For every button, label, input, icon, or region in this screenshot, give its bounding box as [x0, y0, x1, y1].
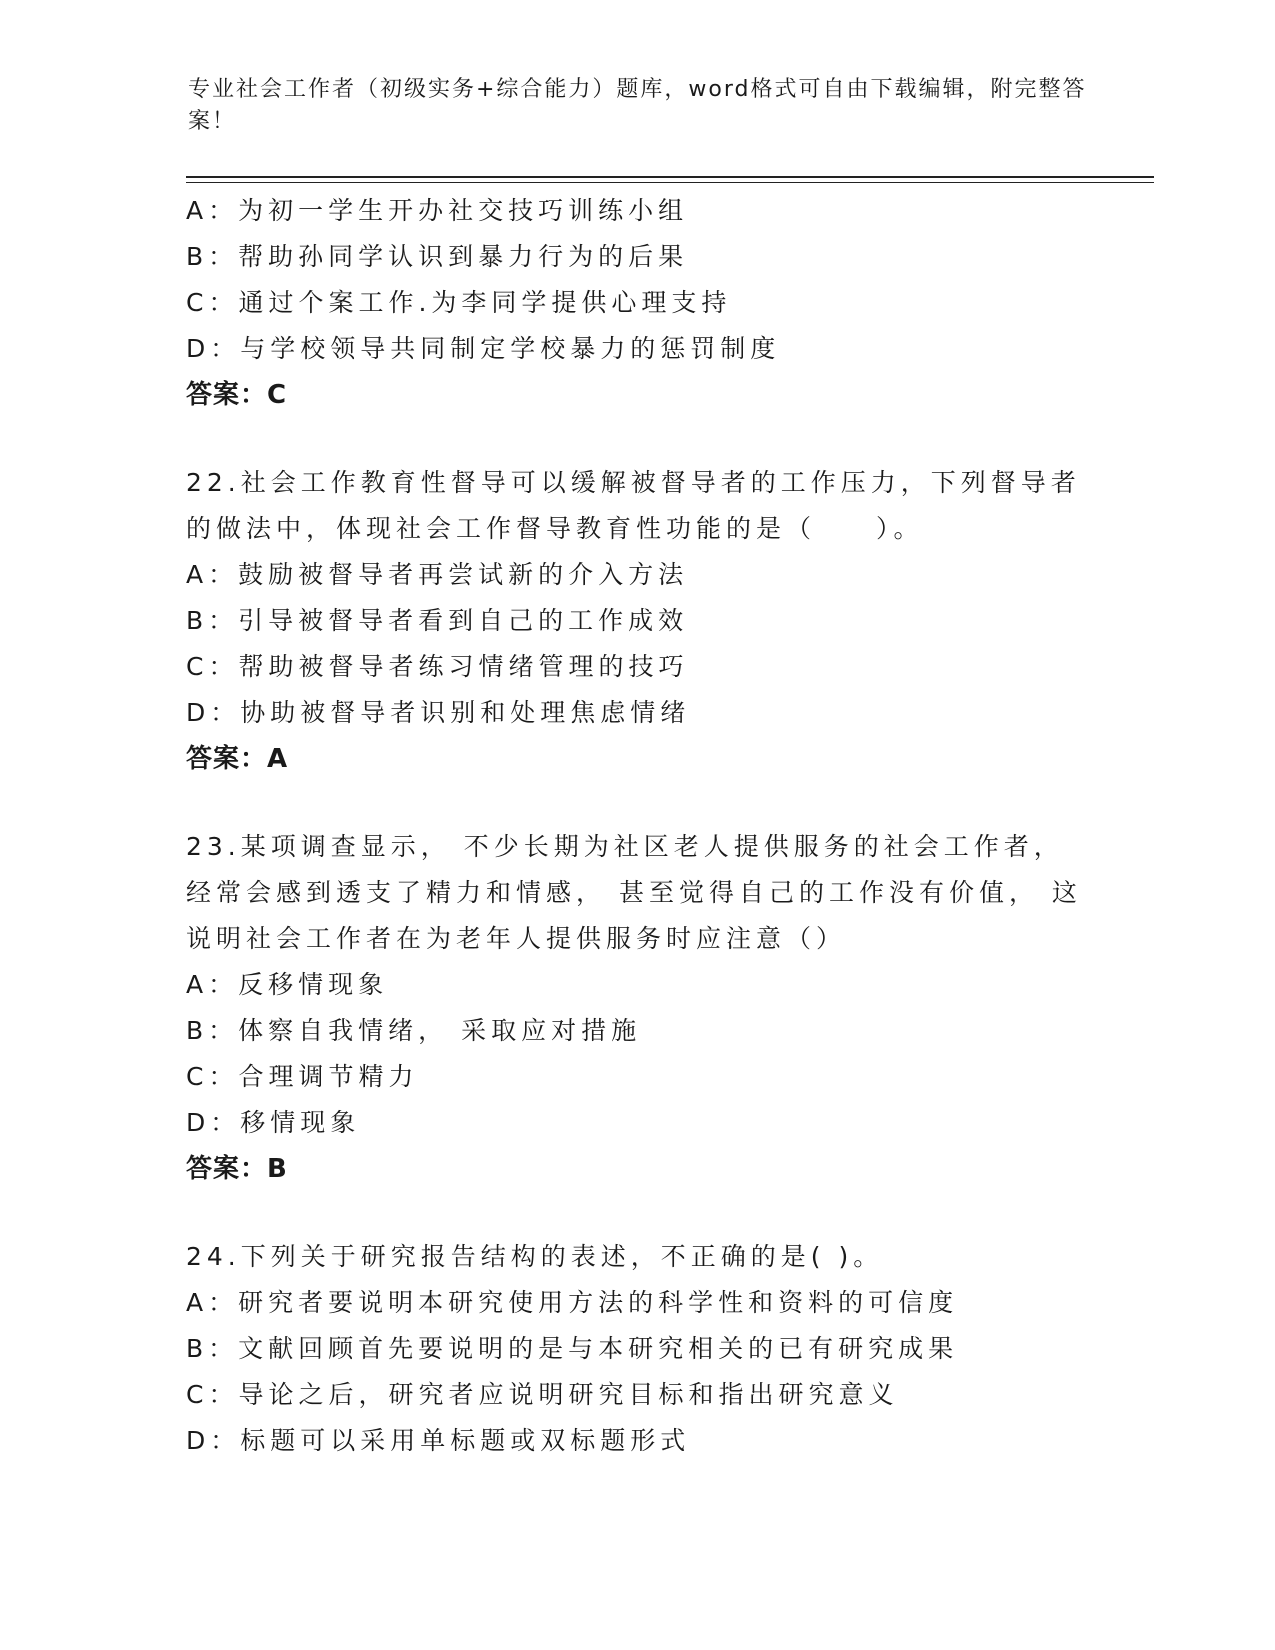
question-21	[186, 188, 1086, 418]
spacer	[186, 1192, 1086, 1234]
spacer	[186, 782, 1086, 824]
option-c: C：合理调节精力	[186, 1062, 419, 1091]
option-d: D：移情现象	[186, 1108, 361, 1137]
question-23	[186, 824, 1086, 1192]
question-stem: 24.下列关于研究报告结构的表述，不正确的是( )。	[186, 1242, 884, 1271]
option-b: B：引导被督导者看到自己的工作成效	[186, 606, 689, 635]
option-a: A：为初一学生开办社交技巧训练小组	[186, 196, 689, 225]
question-list	[186, 188, 1086, 1464]
question-24	[186, 1234, 1086, 1464]
question-stem: 22.社会工作教育性督导可以缓解被督导者的工作压力，下列督导者的做法中，体现社会工作督导教育性功能的是（ ）。	[186, 468, 1081, 543]
option-b: B：文献回顾首先要说明的是与本研究相关的已有研究成果	[186, 1334, 959, 1363]
option-c: C：通过个案工作.为李同学提供心理支持	[186, 288, 732, 317]
answer-line: 答案：B	[186, 1154, 288, 1184]
answer-line: 答案：A	[186, 744, 289, 774]
option-a: A：反移情现象	[186, 970, 389, 999]
option-c: C：导论之后，研究者应说明研究目标和指出研究意义	[186, 1380, 899, 1409]
option-d: D：标题可以采用单标题或双标题形式	[186, 1426, 691, 1455]
option-d: D：协助被督导者识别和处理焦虑情绪	[186, 698, 691, 727]
option-b: B：体察自我情绪， 采取应对措施	[186, 1016, 642, 1045]
option-c: C：帮助被督导者练习情绪管理的技巧	[186, 652, 689, 681]
answer-line: 答案：C	[186, 380, 288, 410]
question-22	[186, 460, 1086, 782]
option-a: A：研究者要说明本研究使用方法的科学性和资料的可信度	[186, 1288, 959, 1317]
header-divider-thin	[186, 182, 1154, 183]
document-header: 专业社会工作者（初级实务+综合能力）题库，word格式可自由下载编辑，附完整答案！	[188, 77, 1087, 134]
header-divider-thick	[186, 176, 1154, 178]
option-a: A：鼓励被督导者再尝试新的介入方法	[186, 560, 689, 589]
question-stem: 23.某项调查显示， 不少长期为社区老人提供服务的社会工作者， 经常会感到透支了精力和情感， 甚至觉得自己的工作没有价值， 这说明社会工作者在为老年人提供服务时应注意（）	[186, 832, 1082, 953]
option-d: D：与学校领导共同制定学校暴力的惩罚制度	[186, 334, 781, 363]
option-b: B：帮助孙同学认识到暴力行为的后果	[186, 242, 689, 271]
spacer	[186, 418, 1086, 460]
